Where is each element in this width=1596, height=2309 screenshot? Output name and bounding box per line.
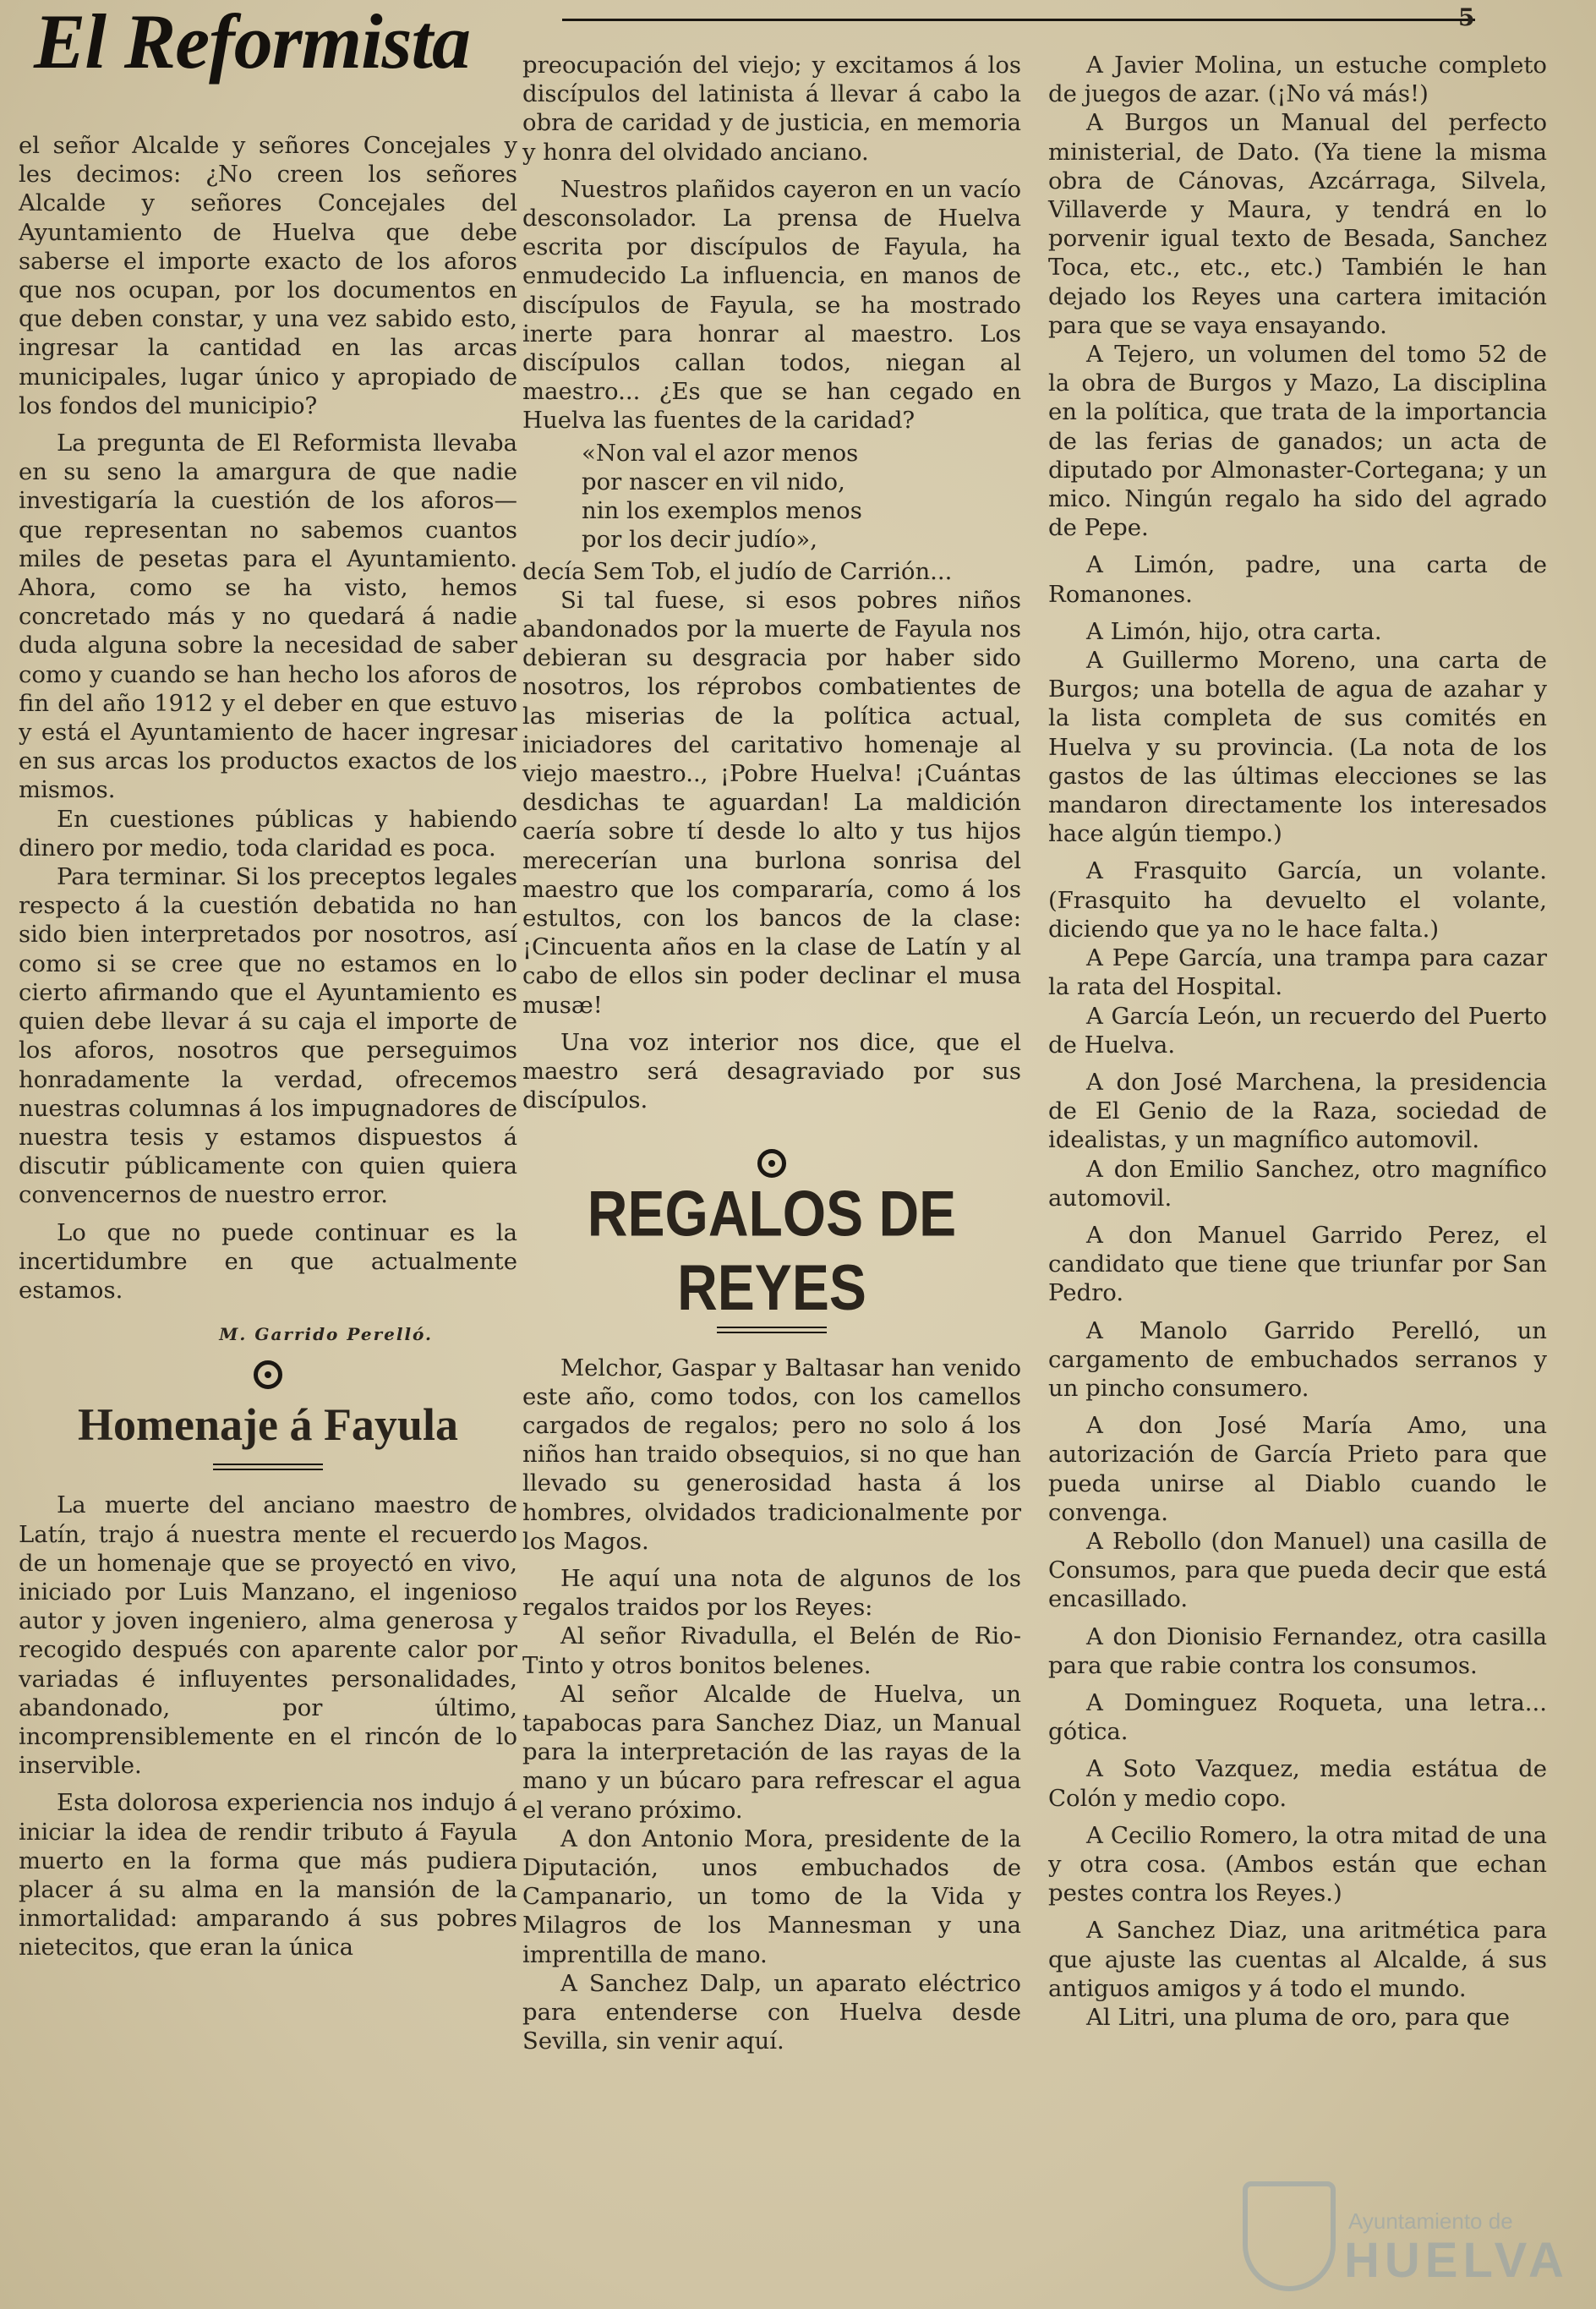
coat-of-arms-icon xyxy=(1243,2181,1336,2291)
paragraph: A Limón, hijo, otra carta. xyxy=(1086,617,1382,645)
paragraph: A Sanchez Dalp, un aparato eléctrico para entenderse con Huelva desde Sevilla, sin venir aquí. xyxy=(522,1969,1021,2055)
paragraph: A Sanchez Diaz, una aritmética para que ajuste las cuentas al Alcalde, á sus antiguos amigos y á todo el mundo. xyxy=(1048,1917,1547,2002)
paragraph: A García León, un recuerdo del Puerto de Huelva. xyxy=(1048,1002,1547,1059)
paragraph: Al señor Rivadulla, el Belén de Rio-Tinto y otros bonitos belenes. xyxy=(522,1622,1021,1679)
poem-line: nin los exemplos menos xyxy=(582,496,862,524)
paragraph: A don José Marchena, la presidencia de El Genio de la Raza, sociedad de idealistas, y un magnífico automovil. xyxy=(1048,1068,1547,1154)
paragraph: He aquí una nota de algunos de los regalos traidos por los Reyes: xyxy=(522,1564,1021,1622)
masthead xyxy=(34,0,549,93)
paragraph: Lo que no puede continuar es la incertidumbre en que actualmente estamos. xyxy=(19,1218,517,1304)
poem xyxy=(582,439,1021,554)
paragraph: preocupación del viejo; y excitamos á los discípulos del latinista á llevar á cabo la obra de caridad y de justicia, en memoria y honra del olvidado anciano. xyxy=(522,52,1021,166)
paragraph: A don Dionisio Fernandez, otra casilla para que rabie contra los consumos. xyxy=(1048,1622,1547,1679)
paragraph: Melchor, Gaspar y Baltasar han venido este año, como todos, con los camellos cargados de regalos; pero no solo á los niños han traido obsequios, si no que han llevado su generosidad hasta á los hombres, olvidados tradicionalmente por los Magos. xyxy=(522,1354,1021,1555)
paragraph: La pregunta de El Reformista llevaba en su seno la amargura de que nadie investigaría la cuestión de los aforos—que representan no sabemos cuantos miles de pesetas para el Ayuntamiento. Ahora, como se ha visto, hemos concretado más y no quedará á nadie duda alguna sobre la necesidad de saber como y cuando se han hecho los aforos de fin del año 1912 y el deber en que estuvo y está el Ayuntamiento de hacer ingresar en sus arcas los productos exactos de los mismos. xyxy=(19,430,517,804)
paragraph: A Limón, padre, una carta de Romanones. xyxy=(1048,551,1547,608)
watermark-caption: Ayuntamiento de xyxy=(1348,2208,1513,2234)
column-3 xyxy=(1048,51,1547,2032)
paragraph: A don Emilio Sanchez, otro magnífico automovil. xyxy=(1048,1155,1547,1212)
paragraph: A Frasquito García, un volante. (Frasquito ha devuelto el volante, diciendo que ya no le hace falta.) xyxy=(1048,857,1547,943)
masthead-rule xyxy=(562,19,1475,21)
ornament-icon xyxy=(757,1149,786,1178)
paragraph: La muerte del anciano maestro de Latín, trajo á nuestra mente el recuerdo de un homenaje que se proyectó en vivo, iniciado por Luis Manzano, el ingenioso autor y joven ingeniero, alma generosa y recogido después con aparente calor por variadas é influyentes personalidades, abandonado, por último, incomprensiblemente en el rincón de lo inservible. xyxy=(19,1491,517,1780)
paragraph: Para terminar. Si los preceptos legales respecto á la cuestión debatida no han sido bien interpretados por nosotros, así como si se cree que no estamos en lo cierto afirmando que el Ayuntamiento es quien debe llevar á su caja el importe de los aforos, nosotros que perseguimos honradamente la verdad, ofrecemos nuestras columnas á los impugnadores de nuestra tesis y estamos dispuestos á discutir públicamente con quien quiera convencernos de nuestro error. xyxy=(19,863,517,1209)
paragraph: A Cecilio Romero, la otra mitad de una y otra cosa. (Ambos están que echan pestes contra los Reyes.) xyxy=(1048,1821,1547,1907)
page-number: 5 xyxy=(1458,3,1475,31)
paragraph: A Pepe García, una trampa para cazar la rata del Hospital. xyxy=(1048,944,1547,1001)
paragraph: Si tal fuese, si esos pobres niños abandonados por la muerte de Fayula nos debieran su desgracia por haber sido nosotros, los réprobos combatientes de las miserias de la política actual, iniciadores del caritativo homenaje al viejo maestro.., ¡Pobre Huelva! ¡Cuántas desdichas te aguardan! La maldición caería sobre tí desde lo alto y tus hijos merecerían una burlona sonrisa del maestro que los compararía, como á los estultos, con los bancos de la clase: ¡Cincuenta años en la clase de Latín y al cabo de ellos sin poder declinar el musa musæ! xyxy=(522,586,1021,1019)
paragraph: A Tejero, un volumen del tomo 52 de la obra de Burgos y Mazo, La disciplina en la política, que trata de la importancia de las ferias de ganados; un acta de diputado por Almonaster-Cortegana; y un mico. Ningún regalo ha sido del agrado de Pepe. xyxy=(1048,341,1547,542)
paragraph: Una voz interior nos dice, que el maestro será desagraviado por sus discípulos. xyxy=(522,1028,1021,1114)
masthead-logo: El Reformista xyxy=(34,0,471,85)
signature: M. Garrido Perelló. xyxy=(219,1324,433,1345)
paragraph: A Soto Vazquez, media estátua de Colón y medio copo. xyxy=(1048,1755,1547,1812)
watermark-name: HUELVA xyxy=(1344,2233,1569,2288)
paragraph: Al Litri, una pluma de oro, para que xyxy=(1086,2004,1511,2031)
paragraph: A Burgos un Manual del perfecto ministerial, de Dato. (Ya tiene la misma obra de Cánovas, Azcárraga, Silvela, Villaverde y Maura, y tendrá en lo porvenir igual texto de Besada, Sanchez Toca, etc., etc., etc.) También le han dejado los Reyes una cartera imitación para que se vaya ensayando. xyxy=(1048,109,1547,339)
paragraph: decía Sem Tob, el judío de Carrión... xyxy=(522,557,953,585)
poem-line: por los decir judío», xyxy=(582,525,817,553)
paragraph: A Rebollo (don Manuel) una casilla de Consumos, para que pueda decir que está encasillado. xyxy=(1048,1527,1547,1613)
paragraph: A don Antonio Mora, presidente de la Diputación, unos embuchados de Campanario, un tomo de la Vida y Milagros de los Mannesman y una imprentilla de mano. xyxy=(522,1825,1021,1968)
paragraph: En cuestiones públicas y habiendo dinero por medio, toda claridad es poca. xyxy=(19,805,517,862)
paragraph: Al señor Alcalde de Huelva, un tapabocas para Sanchez Diaz, un Manual para la interpretación de las rayas de la mano y un búcaro para refrescar el agua el verano próximo. xyxy=(522,1680,1021,1824)
title-rule xyxy=(717,1327,827,1333)
paragraph: Nuestros plañidos cayeron en un vacío desconsolador. La prensa de Huelva escrita por discípulos de Fayula, ha enmudecido La influencia, en manos de discípulos de Fayula, se ha mostrado inerte para honrar al maestro. Los discípulos callan todos, niegan al maestro... ¿Es que se han cegado en Huelva las fuentes de la caridad? xyxy=(522,175,1021,435)
title-rule xyxy=(213,1464,323,1470)
paragraph: Esta dolorosa experiencia nos indujo á iniciar la idea de rendir tributo á Fayula muerto en la forma que más pudiera placer á su alma en la mansión de la inmortalidad: amparando á sus pobres nietecitos, que eran la única xyxy=(19,1789,517,1962)
paragraph: A Javier Molina, un estuche completo de juegos de azar. (¡No vá más!) xyxy=(1048,52,1547,108)
watermark xyxy=(1243,2181,1569,2291)
paragraph: A Guillermo Moreno, una carta de Burgos; una botella de agua de azahar y la lista completa de sus comités en Huelva y su provincia. (La nota de los gastos de las últimas elecciones se las mandaron directamente los interesados hace algún tiempo.) xyxy=(1048,647,1547,848)
column-2 xyxy=(522,51,1021,2055)
poem-line: por nascer en vil nido, xyxy=(582,468,845,495)
paragraph: A don José María Amo, una autorización de García Prieto para que pueda unirse al Diablo cuando le convenga. xyxy=(1048,1412,1547,1526)
paragraph: A Dominguez Roqueta, una letra... gótica. xyxy=(1048,1688,1547,1746)
paragraph: el señor Alcalde y señores Concejales y les decimos: ¿No creen los señores Alcalde y señores Concejales del Ayuntamiento de Huelva que debe saberse el importe exacto de los aforos que nos ocupan, por los documentos en que deben constar, y una vez sabido esto, ingresar la cantidad en las arcas municipales, lugar único y apropiado de los fondos del municipio? xyxy=(19,132,517,419)
column-1 xyxy=(19,131,517,1962)
article-title: REGALOS DE REYES xyxy=(587,1177,957,1323)
poem-line: «Non val el azor menos xyxy=(582,439,859,467)
ornament-icon xyxy=(254,1360,282,1389)
paragraph: A Manolo Garrido Perelló, un cargamento de embuchados serranos y un pincho consumero. xyxy=(1048,1316,1547,1402)
paragraph: A don Manuel Garrido Perez, el candidato que tiene que triunfar por San Pedro. xyxy=(1048,1221,1547,1307)
article-title: Homenaje á Fayula xyxy=(78,1399,458,1451)
